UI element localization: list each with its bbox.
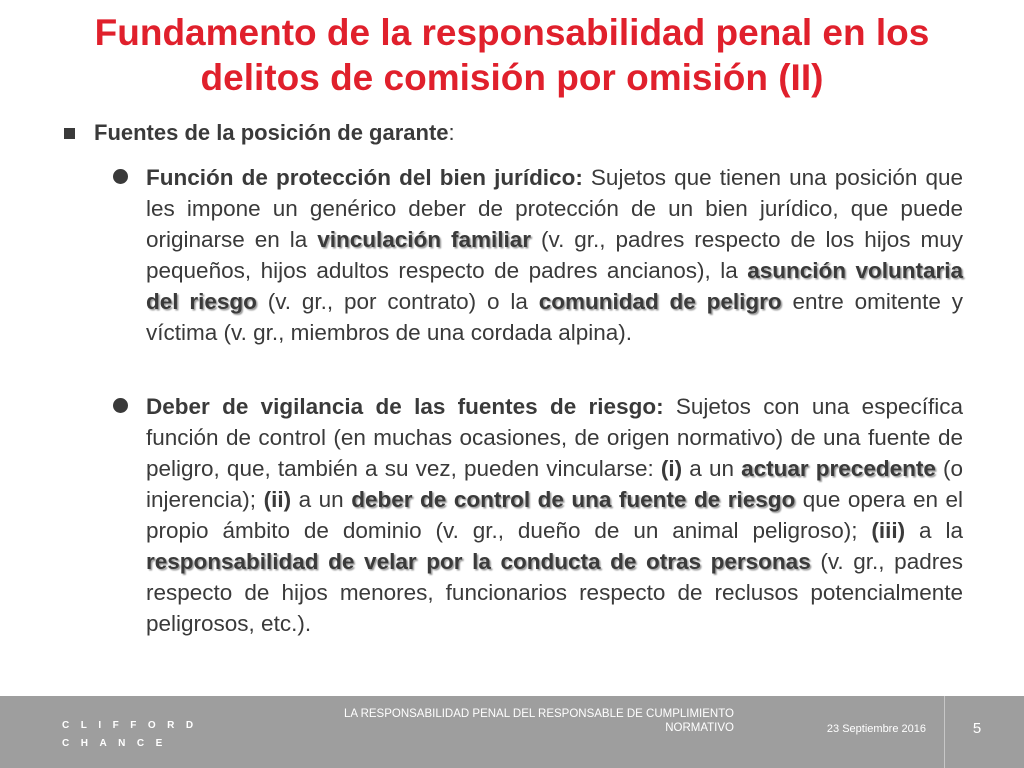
bullet-lead: Deber de vigilancia de las fuentes de riesgo:: [146, 394, 664, 419]
heading-colon: :: [448, 120, 455, 145]
presentation-date: 23 Septiembre 2016: [826, 723, 926, 735]
body-text: Sujetos que tienen una posición que les impone un genérico deber de protección de un bien jurídico, que puede originarse en la: [146, 165, 963, 252]
emphasis-text: responsabilidad de velar por la conducta de otras personas: [146, 549, 811, 574]
presentation-title-line-1: LA RESPONSABILIDAD PENAL DEL RESPONSABLE DE CUMPLIMIENTO: [343, 708, 734, 720]
footer-divider: [944, 696, 945, 768]
emphasis-text: deber de control de una fuente de riesgo: [351, 487, 796, 512]
emphasis-text: asunción voluntaria del riesgo: [146, 258, 963, 314]
emphasis-text: comunidad de peligro: [538, 289, 782, 314]
body-text: a la: [905, 518, 963, 543]
slide-title: Fundamento de la responsabilidad penal en los delitos de comisión por omisión (II): [94, 12, 930, 98]
footer-bar: [0, 696, 1024, 768]
logo-line-2: CHANCE: [62, 738, 174, 749]
numeral: (i): [660, 456, 683, 481]
bullet-risk-vigilance: [146, 391, 963, 639]
body-text: (v. gr., padres respecto de los hijos muy pequeños, hijos adultos respecto de padres ancianos), la: [146, 227, 964, 283]
bullet-protection-function: [146, 162, 963, 348]
numeral: (iii): [871, 518, 906, 543]
square-bullet-icon: [64, 128, 75, 139]
body-text: (v. gr., padres respecto de hijos menores, funcionarios respecto de reclusos potencialmente peligrosos, etc.).: [146, 549, 963, 636]
section-heading: [64, 117, 455, 149]
page-number: 5: [972, 720, 982, 737]
body-text: a un: [291, 487, 352, 512]
round-bullet-icon: [113, 169, 128, 184]
body-text: a un: [682, 456, 742, 481]
heading-text: Fuentes de la posición de garante: [94, 120, 449, 145]
body-text: (v. gr., por contrato) o la: [256, 289, 539, 314]
emphasis-text: vinculación familiar: [317, 227, 532, 252]
round-bullet-icon: [113, 398, 128, 413]
numeral: (ii): [263, 487, 292, 512]
body-text: entre omitente y víctima (v. gr., miembros de una cordada alpina).: [146, 289, 963, 345]
clifford-chance-logo: [62, 717, 205, 753]
logo-line-1: CLIFFORD: [62, 720, 205, 731]
presentation-title-line-2: NORMATIVO: [665, 722, 734, 734]
body-text: (o injerencia);: [146, 456, 964, 512]
bullet-lead: Función de protección del bien jurídico:: [146, 165, 583, 190]
body-text: Sujetos con una específica función de control (en muchas ocasiones, de origen normativo) de una fuente de peligro, que, también a su vez, pueden vincularse:: [146, 394, 963, 481]
body-text: que opera en el propio ámbito de dominio (v. gr., dueño de un animal peligroso);: [146, 487, 964, 543]
presentation-title: [336, 707, 734, 735]
emphasis-text: actuar precedente: [741, 456, 936, 481]
